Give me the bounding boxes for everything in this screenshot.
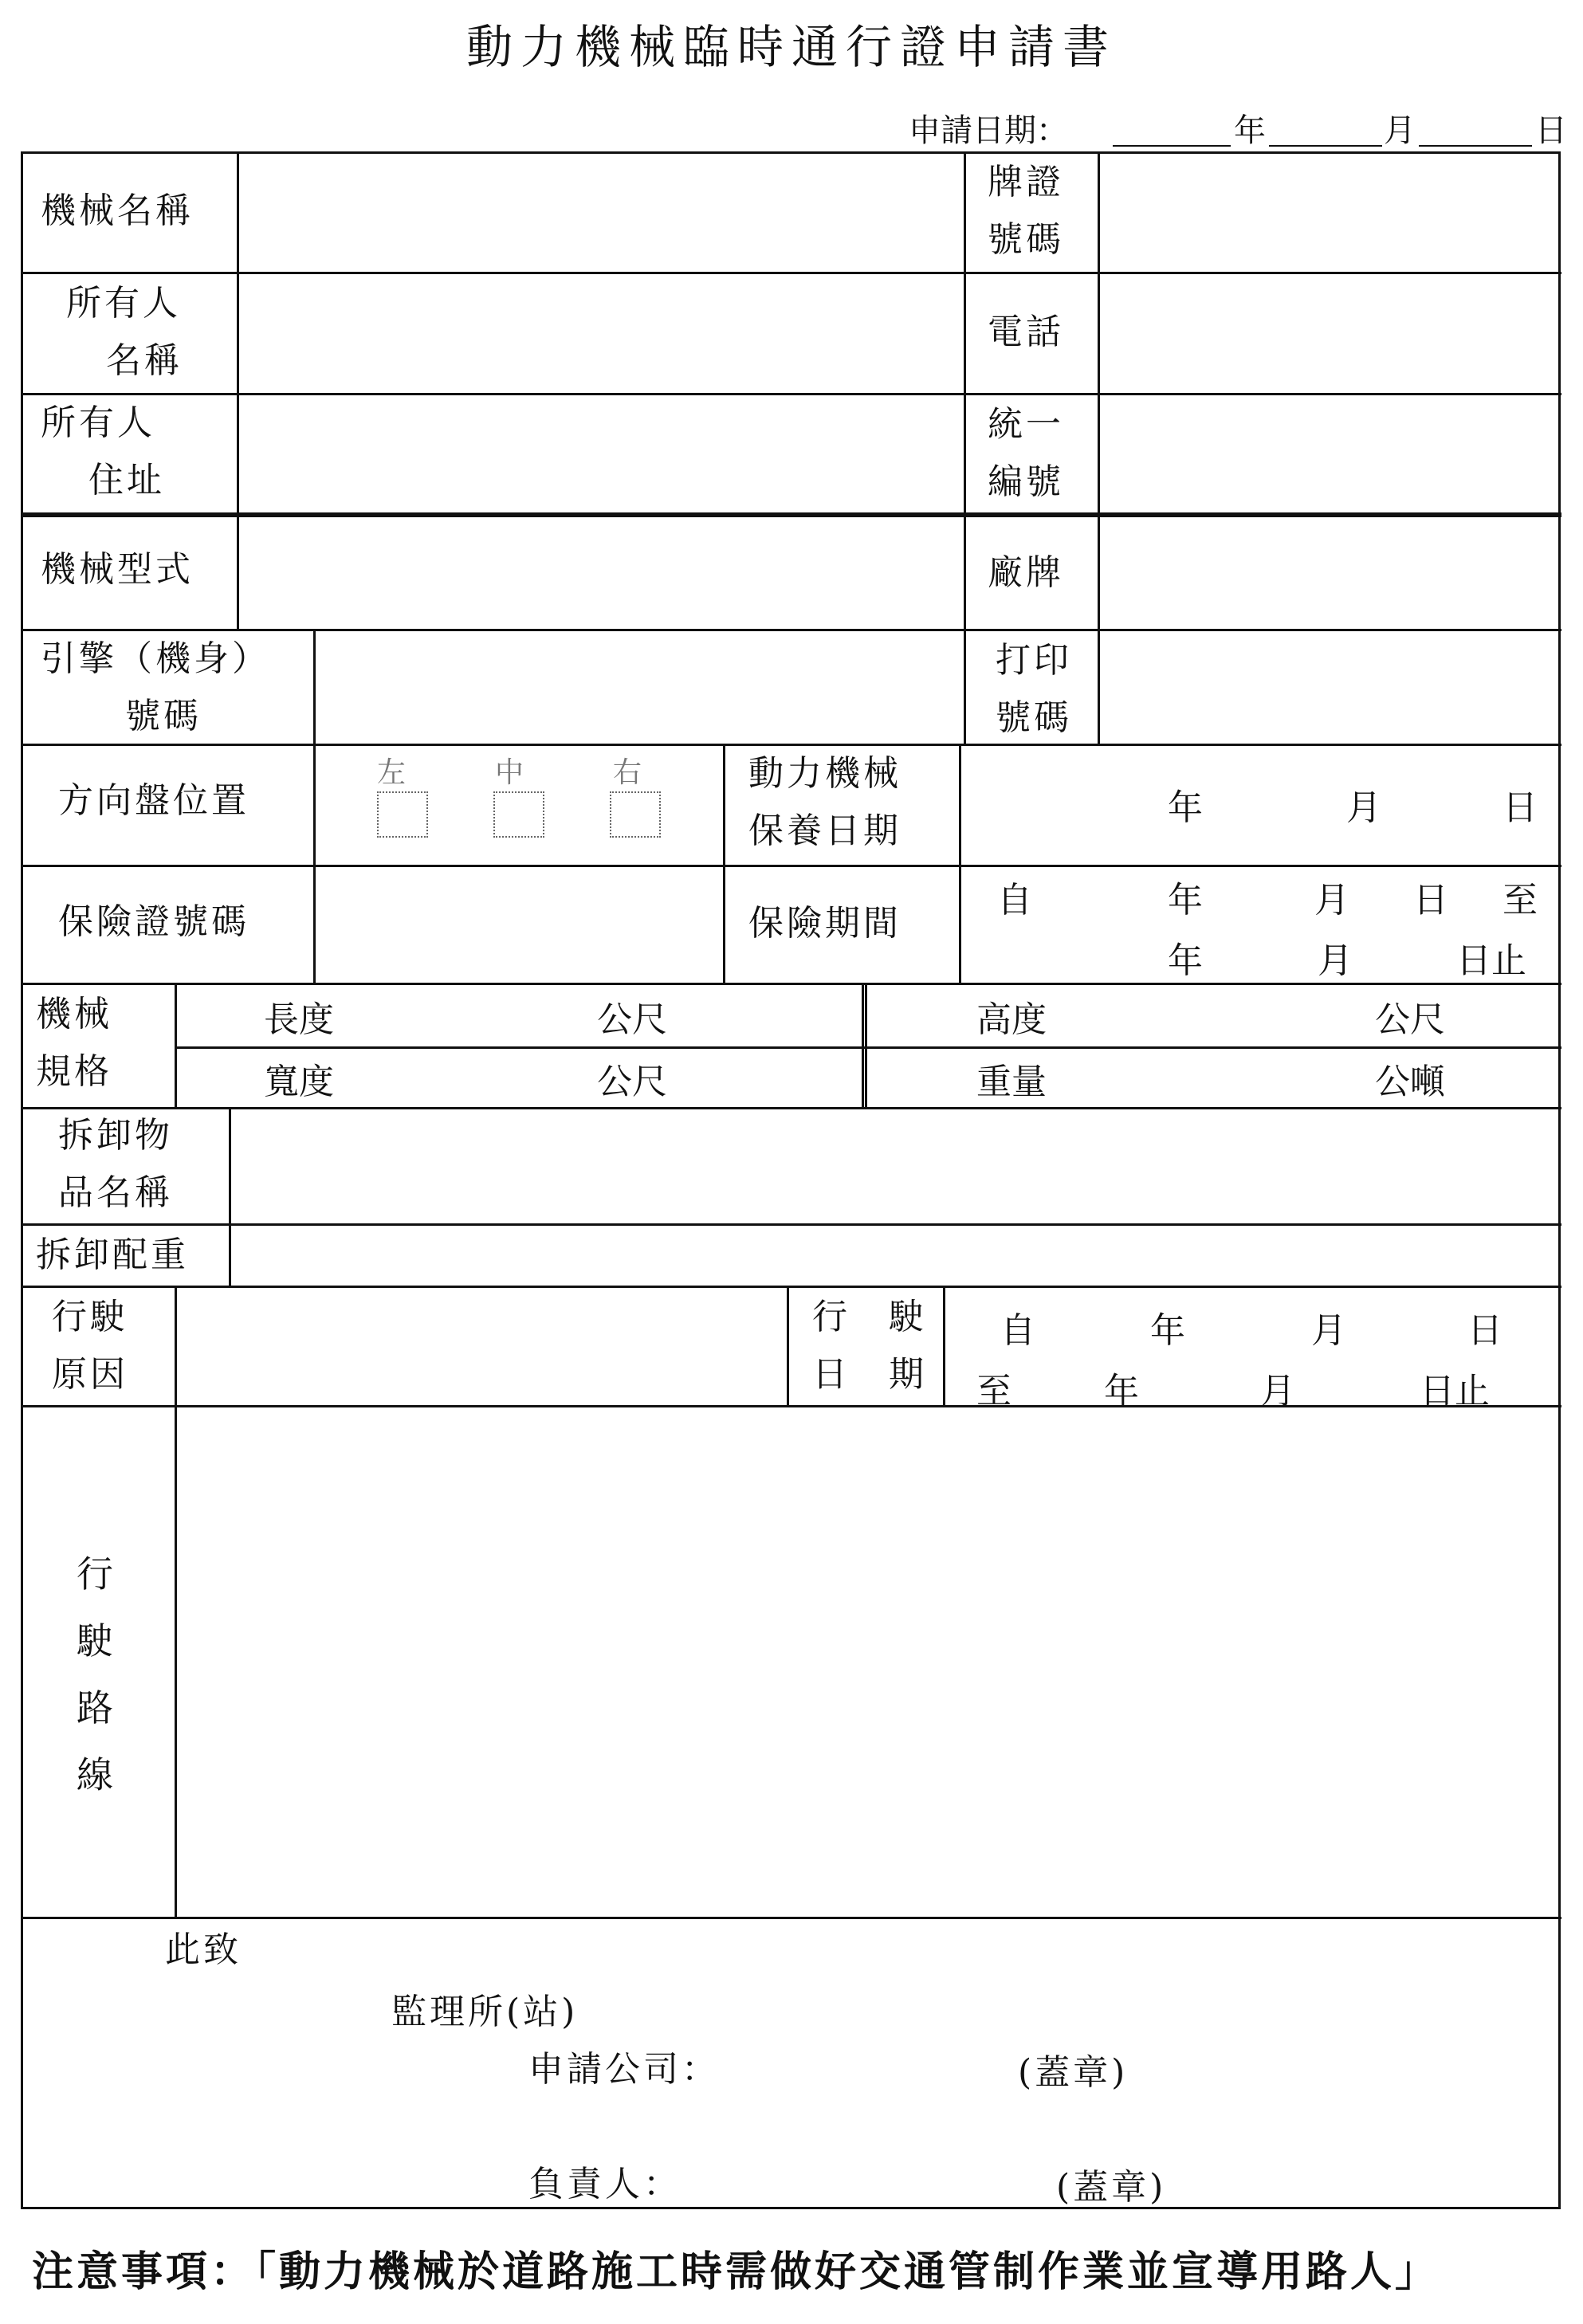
machine-name-label: 機械名稱: [41, 190, 194, 231]
steering-label: 方向盤位置: [58, 780, 249, 821]
company-label: 申請公司：: [528, 2049, 720, 2090]
month-blank[interactable]: [1269, 145, 1382, 147]
row-divider: [23, 1286, 1561, 1288]
notice: 注意事項：「動力機械於道路施工時需做好交通管制作業並宣導用路人」: [32, 2247, 1440, 2296]
cargo-label-2: 品名稱: [58, 1172, 173, 1213]
steering-right-checkbox[interactable]: [610, 791, 661, 838]
spec-col-divider: [865, 983, 867, 1107]
owner-address-label-1: 所有人: [41, 402, 155, 443]
col-divider: [943, 1286, 945, 1405]
weight-unit: 公噸: [1375, 1062, 1445, 1102]
owner-name-label-2: 名稱: [106, 340, 183, 381]
maintenance-year: 年: [1168, 787, 1203, 828]
row-divider: [23, 1223, 1561, 1226]
col-divider: [237, 512, 239, 629]
counterweight-label: 拆卸配重: [36, 1235, 189, 1275]
col-divider: [964, 512, 966, 744]
maintenance-label-1: 動力機械: [748, 753, 901, 794]
steering-center-checkbox[interactable]: [493, 791, 544, 838]
owner-address-label-2: 住址: [88, 460, 165, 501]
plate-no-label-2: 號碼: [988, 219, 1064, 260]
insurance-period-label: 保險期間: [748, 903, 901, 944]
brand-label: 廠牌: [988, 552, 1064, 593]
col-divider: [723, 744, 725, 983]
stamp-no-label-1: 打印: [996, 640, 1072, 681]
insurance-to-month: 月: [1318, 940, 1353, 981]
phone-label: 電話: [988, 312, 1064, 352]
company-seal: (蓋章): [1018, 2052, 1129, 2093]
row-divider: [23, 393, 1561, 395]
col-divider: [959, 744, 961, 983]
application-date-label: 申請日期：: [909, 112, 1068, 149]
route-label-4: 線: [77, 1753, 113, 1796]
plate-no-label-1: 牌證: [988, 162, 1064, 202]
insurance-from-month: 月: [1314, 880, 1349, 921]
route-label-3: 路: [77, 1686, 113, 1729]
insurance-from: 自: [997, 880, 1032, 921]
tax-id-label-2: 編號: [988, 461, 1064, 502]
steering-left-label: 左: [377, 756, 407, 789]
drive-date-label-1: 行 駛: [812, 1297, 927, 1337]
engine-no-label-1: 引擎（機身）: [41, 638, 270, 679]
insurance-end: 日止: [1456, 940, 1526, 981]
row-divider: [23, 1917, 1561, 1919]
col-divider: [313, 629, 316, 983]
drive-date-label-2: 日 期: [812, 1354, 927, 1395]
drive-from-month: 月: [1311, 1310, 1346, 1351]
application-date: [909, 105, 1578, 153]
row-divider: [23, 1107, 1561, 1109]
day-label: 日: [1535, 112, 1567, 149]
steering-left-checkbox[interactable]: [377, 791, 428, 838]
row-divider: [23, 1405, 1561, 1407]
steering-center-label: 中: [495, 756, 524, 789]
drive-to-month: 月: [1260, 1371, 1295, 1411]
salutation: 此致: [165, 1929, 242, 1970]
insurance-to: 至: [1502, 880, 1538, 921]
insurance-no-label: 保險證號碼: [58, 901, 249, 942]
col-divider: [237, 154, 239, 512]
reason-label-2: 原因: [52, 1354, 128, 1395]
machine-model-label: 機械型式: [41, 549, 194, 590]
tax-id-label-1: 統一: [988, 404, 1064, 445]
route-label-1: 行: [77, 1553, 113, 1596]
person-label: 負責人：: [528, 2164, 682, 2204]
length-label: 長度: [264, 999, 334, 1040]
insurance-from-day: 日: [1413, 880, 1448, 921]
drive-from-year: 年: [1150, 1310, 1185, 1351]
day-blank[interactable]: [1419, 145, 1532, 147]
insurance-to-year: 年: [1168, 940, 1203, 981]
drive-from-day: 日: [1467, 1310, 1502, 1351]
year-label: 年: [1234, 112, 1266, 149]
col-divider: [229, 1107, 231, 1286]
row-divider: [175, 1046, 1561, 1049]
weight-label: 重量: [976, 1062, 1047, 1102]
spec-label-2: 規格: [36, 1051, 112, 1092]
form-title: 動力機械臨時通行證申請書: [465, 20, 1117, 74]
reason-label-1: 行駛: [52, 1297, 128, 1337]
month-label: 月: [1384, 112, 1416, 149]
col-divider: [787, 1286, 789, 1405]
height-unit: 公尺: [1375, 999, 1445, 1040]
route-label-2: 駛: [77, 1619, 113, 1663]
drive-to-year: 年: [1104, 1371, 1139, 1411]
drive-to: 至: [976, 1371, 1011, 1411]
maintenance-label-2: 保養日期: [748, 811, 901, 851]
steering-right-label: 右: [613, 756, 642, 789]
col-divider: [175, 1405, 177, 1917]
owner-name-label-1: 所有人: [66, 283, 181, 324]
width-unit: 公尺: [597, 1062, 667, 1102]
application-form-table: [21, 151, 1561, 2209]
engine-no-label-2: 號碼: [125, 696, 202, 736]
section-divider: [23, 512, 1561, 517]
length-unit: 公尺: [597, 999, 667, 1040]
year-blank[interactable]: [1113, 145, 1231, 147]
col-divider: [964, 154, 966, 512]
height-label: 高度: [976, 999, 1047, 1040]
row-divider: [23, 983, 1561, 985]
width-label: 寬度: [264, 1062, 334, 1102]
drive-end: 日止: [1420, 1371, 1490, 1411]
insurance-from-year: 年: [1168, 880, 1203, 921]
cargo-label-1: 拆卸物: [58, 1115, 173, 1156]
stamp-no-label-2: 號碼: [996, 697, 1072, 738]
col-divider: [862, 983, 864, 1107]
col-divider: [1098, 154, 1100, 744]
col-divider: [175, 1286, 177, 1405]
col-divider: [175, 983, 177, 1107]
drive-from: 自: [1000, 1310, 1035, 1351]
person-seal: (蓋章): [1056, 2167, 1167, 2208]
maintenance-month: 月: [1346, 787, 1381, 828]
spec-label-1: 機械: [36, 994, 112, 1034]
row-divider: [23, 865, 1561, 867]
row-divider: [23, 272, 1561, 274]
maintenance-day: 日: [1502, 787, 1538, 828]
office: 監理所(站): [391, 1992, 579, 2032]
